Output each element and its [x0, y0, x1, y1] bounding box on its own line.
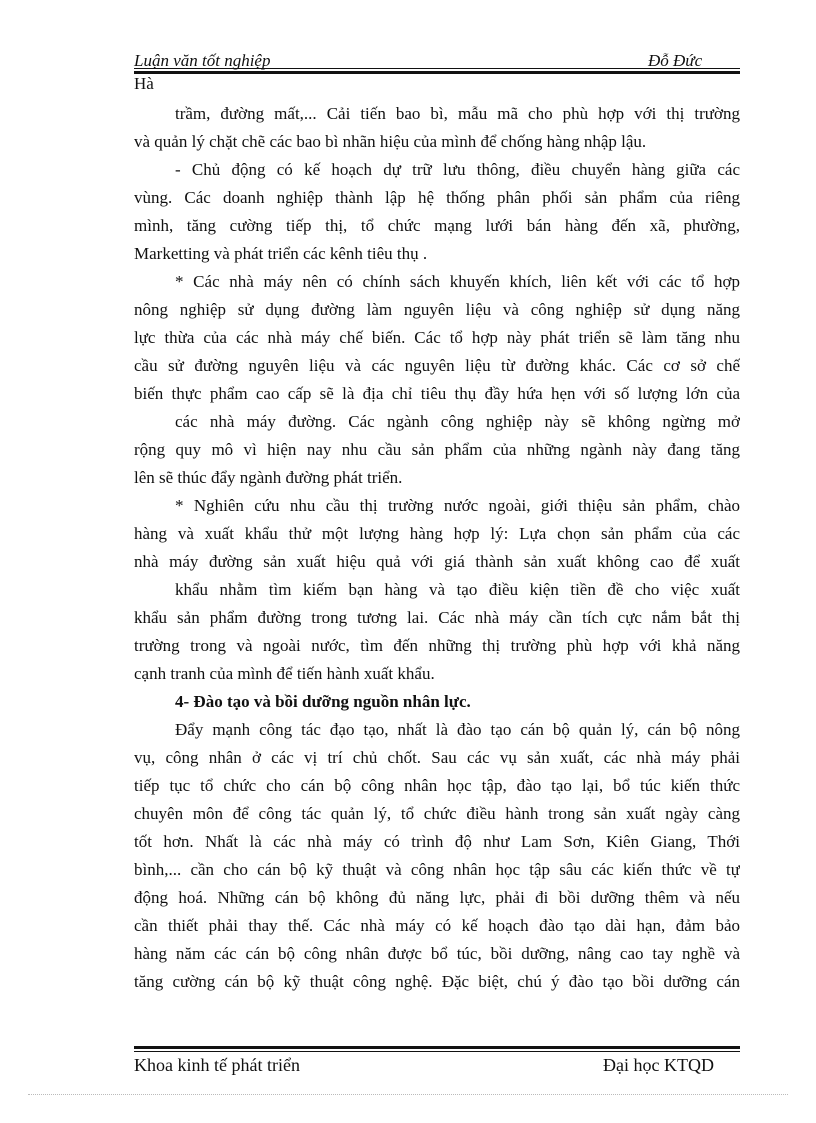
text-line: * Nghiên cứu nhu cầu thị trường nước ngoài, giới thiệu sản phẩm, chào	[175, 496, 740, 515]
text-line: bình,... cần cho cán bộ kỹ thuật và công nhân học tập sâu các kiến thức về tự	[134, 860, 740, 879]
text-line: Đẩy mạnh công tác đạo tạo, nhất là đào tạo cán bộ quản lý, cán bộ nông	[175, 720, 740, 739]
text-line: lên sẽ thúc đẩy ngành đường phát triển.	[134, 468, 403, 487]
section-heading: 4- Đào tạo và bồi dưỡng nguồn nhân lực.	[175, 692, 471, 711]
page-edge-line	[28, 1094, 788, 1095]
text-line: cần thiết phải thay thế. Các nhà máy có kế hoạch đào tạo dài hạn, đảm bảo	[134, 916, 740, 935]
text-line: chuyên môn để công tác quản lý, tổ chức điều hành trong sản xuất ngày càng	[134, 804, 740, 823]
text-line: vụ, công nhân ở các vị trí chủ chốt. Sau các vụ sản xuất, các nhà máy phải	[134, 748, 740, 767]
text-line: Marketting và phát triển các kênh tiêu thụ .	[134, 244, 428, 263]
footer-university: Đại học KTQD	[603, 1055, 714, 1075]
text-line: trường trong và ngoài nước, tìm đến những thị trường phù hợp với khả năng	[134, 636, 740, 655]
text-line: cầu sử đường nguyên liệu và các nguyên liệu từ đường khác. Các cơ sở chế	[134, 356, 740, 375]
header-author-continuation: Hà	[134, 74, 154, 93]
text-line: và quản lý chặt chẽ các bao bì nhãn hiệu của mình để chống hàng nhập lậu.	[134, 132, 647, 151]
text-line: trầm, đường mất,... Cải tiến bao bì, mẫu mã cho phù hợp với thị trường	[175, 104, 740, 123]
text-line: vùng. Các doanh nghiệp thành lập hệ thống phân phối sản phẩm của riêng	[134, 188, 740, 207]
text-line: - Chủ động có kế hoạch dự trữ lưu thông, điều chuyển hàng giữa các	[175, 160, 740, 179]
text-line: tốt hơn. Nhất là các nhà máy có trình độ như Lam Sơn, Kiên Giang, Thới	[134, 832, 740, 851]
text-line: tiếp tục tổ chức cho cán bộ công nhân học tập, đào tạo lại, bổ túc kiến thức	[134, 776, 740, 795]
text-line: * Các nhà máy nên có chính sách khuyến khích, liên kết với các tổ hợp	[175, 272, 740, 291]
text-line: khẩu sản phẩm đường trong tương lai. Các nhà máy cần tích cực nắm bắt thị	[134, 608, 740, 627]
footer-faculty: Khoa kinh tế phát triển	[134, 1055, 300, 1075]
text-line: mình, tăng cường tiếp thị, tổ chức mạng lưới bán hàng đến xã, phường,	[134, 216, 740, 235]
text-line: cạnh tranh của mình để tiến hành xuất khẩu.	[134, 664, 435, 683]
text-line: các nhà máy đường. Các ngành công nghiệp này sẽ không ngừng mở	[175, 412, 740, 431]
header-rule-thin	[134, 68, 740, 69]
text-line: hàng năm các cán bộ công nhân được bổ túc, bồi dưỡng, nâng cao tay nghề và	[134, 944, 740, 963]
footer-rule-thick	[134, 1046, 740, 1049]
text-line: động hoá. Những cán bộ không đủ năng lực, phải đi bồi dưỡng thêm và nếu	[134, 888, 740, 907]
text-line: nông nghiệp sử dụng đường làm nguyên liệu và công nghiệp sử dụng năng	[134, 300, 740, 319]
header-author: Đỗ Đức	[648, 51, 703, 70]
document-body	[134, 100, 740, 996]
header-rule-thick	[134, 71, 740, 74]
header-title: Luận văn tốt nghiệp	[134, 51, 271, 70]
footer-rule-thin	[134, 1051, 740, 1052]
text-line: hàng và xuất khẩu thử một lượng hàng hợp lý: Lựa chọn sản phẩm của các	[134, 524, 740, 543]
text-line: rộng quy mô vì hiện nay nhu cầu sản phẩm của những ngành này đang tăng	[134, 440, 740, 459]
text-line: lực thừa của các nhà máy chế biến. Các tổ hợp này phát triển sẽ làm tăng nhu	[134, 328, 740, 347]
text-line: khẩu nhằm tìm kiếm bạn hàng và tạo điều kiện tiền đề cho việc xuất	[175, 580, 740, 599]
text-line: tăng cường cán bộ kỹ thuật công nghệ. Đặc biệt, chú ý đào tạo bồi dưỡng cán	[134, 972, 740, 991]
text-line: biến thực phẩm cao cấp sẽ là địa chỉ tiêu thụ đầy hứa hẹn với số lượng lớn của	[134, 384, 740, 403]
text-line: nhà máy đường sản xuất hiệu quả với giá thành sản xuất không cao để xuất	[134, 552, 740, 571]
